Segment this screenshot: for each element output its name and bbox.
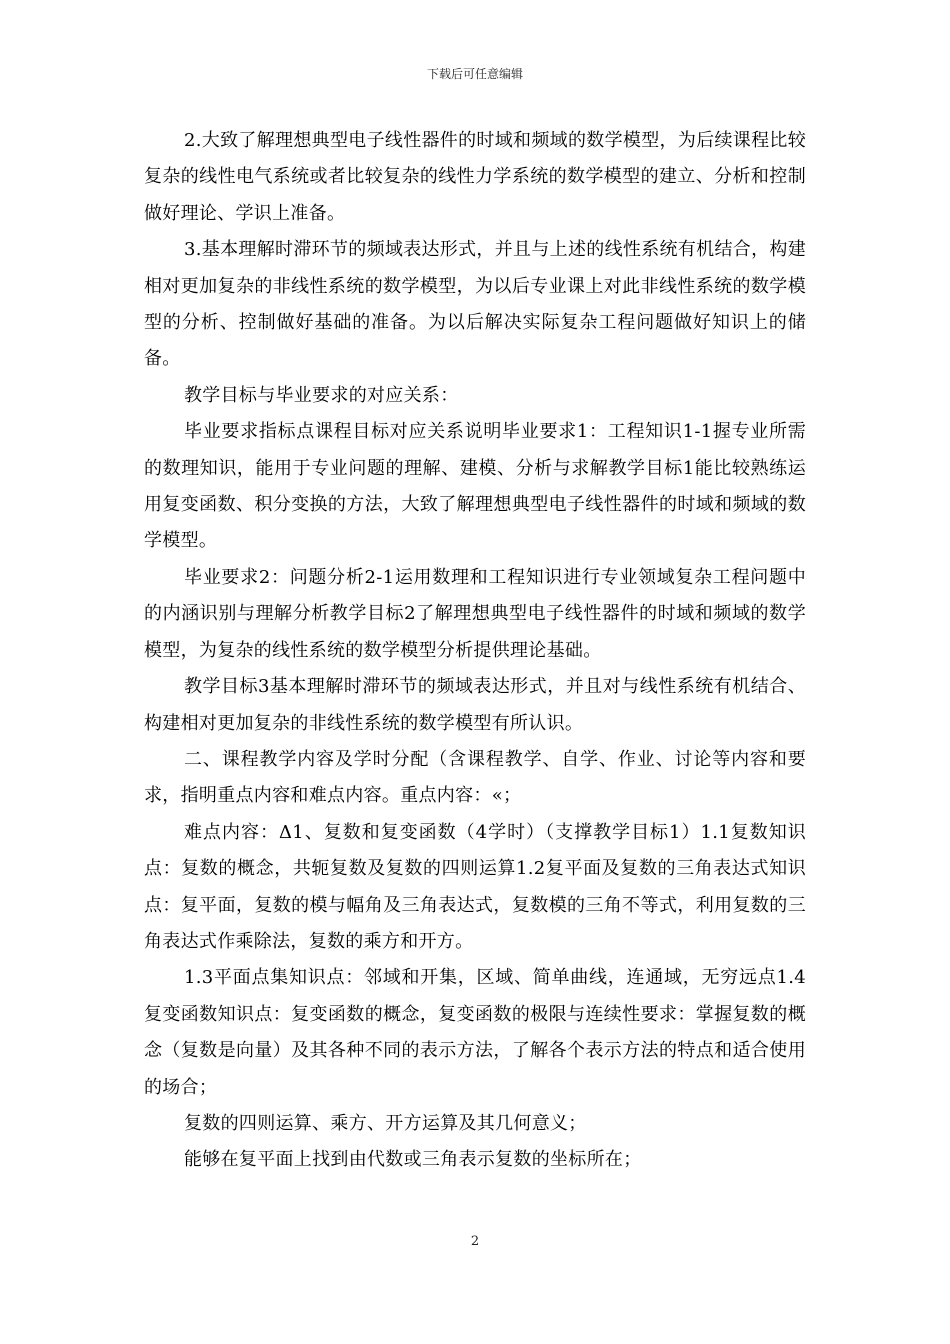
paragraph-plane-point-set: 1.3平面点集知识点：邻域和开集，区域、简单曲线，连通域，无穷远点1.4复变函数知识点：复变函数的概念，复变函数的极限与连续性要求：掌握复数的概念（复数是向量）及其各种不同的表示方法，了解各个表示方法的特点和适合使用的场合； <box>144 967 806 1098</box>
paragraph-section-2: 二、课程教学内容及学时分配（含课程教学、自学、作业、讨论等内容和要求，指明重点内容和难点内容。重点内容：«； <box>144 748 806 807</box>
paragraph-requirement-1: 毕业要求指标点课程目标对应关系说明毕业要求1：工程知识1-1握专业所需的数理知识，能用于专业问题的理解、建模、分析与求解教学目标1能比较熟练运用复变函数、积分变换的方法，大致了解理想典型电子线性器件的时域和频域的数学模型。 <box>144 421 806 552</box>
paragraph-goal-2: 2.大致了解理想典型电子线性器件的时域和频域的数学模型，为后续课程比较复杂的线性电气系统或者比较复杂的线性力学系统的数学模型的建立、分析和控制做好理论、学识上准备。 <box>144 130 806 224</box>
paragraph-teaching-goal-3: 教学目标3基本理解时滞环节的频域表达形式，并且对与线性系统有机结合、构建相对更加复杂的非线性系统的数学模型有所认识。 <box>144 676 806 734</box>
paragraph-mapping-heading: 教学目标与毕业要求的对应关系： <box>184 384 459 406</box>
paragraph-arithmetic: 复数的四则运算、乘方、开方运算及其几何意义； <box>184 1112 587 1134</box>
document-body <box>144 123 806 1179</box>
paragraph-complex-plane: 能够在复平面上找到由代数或三角表示复数的坐标所在； <box>184 1149 642 1171</box>
paragraph-difficult-content: 难点内容：Δ1、复数和复变函数（4学时）（支撑教学目标1）1.1复数知识点：复数的概念，共轭复数及复数的四则运算1.2复平面及复数的三角表达式知识点：复平面，复数的模与幅角及三角表达式，复数模的三角不等式，利用复数的三角表达式作乘除法，复数的乘方和开方。 <box>144 821 806 952</box>
page-header: 下载后可任意编辑 <box>426 67 523 81</box>
paragraph-goal-3: 3.基本理解时滞环节的频域表达形式，并且与上述的线性系统有机结合，构建相对更加复杂的非线性系统的数学模型，为以后专业课上对此非线性系统的数学模型的分析、控制做好基础的准备。为以后解决实际复杂工程问题做好知识上的储备。 <box>144 239 806 370</box>
paragraph-requirement-2: 毕业要求2：问题分析2-1运用数理和工程知识进行专业领域复杂工程问题中的内涵识别与理解分析教学目标2了解理想典型电子线性器件的时域和频域的数学模型，为复杂的线性系统的数学模型分析提供理论基础。 <box>144 566 806 661</box>
page-number: 2 <box>470 1234 480 1249</box>
